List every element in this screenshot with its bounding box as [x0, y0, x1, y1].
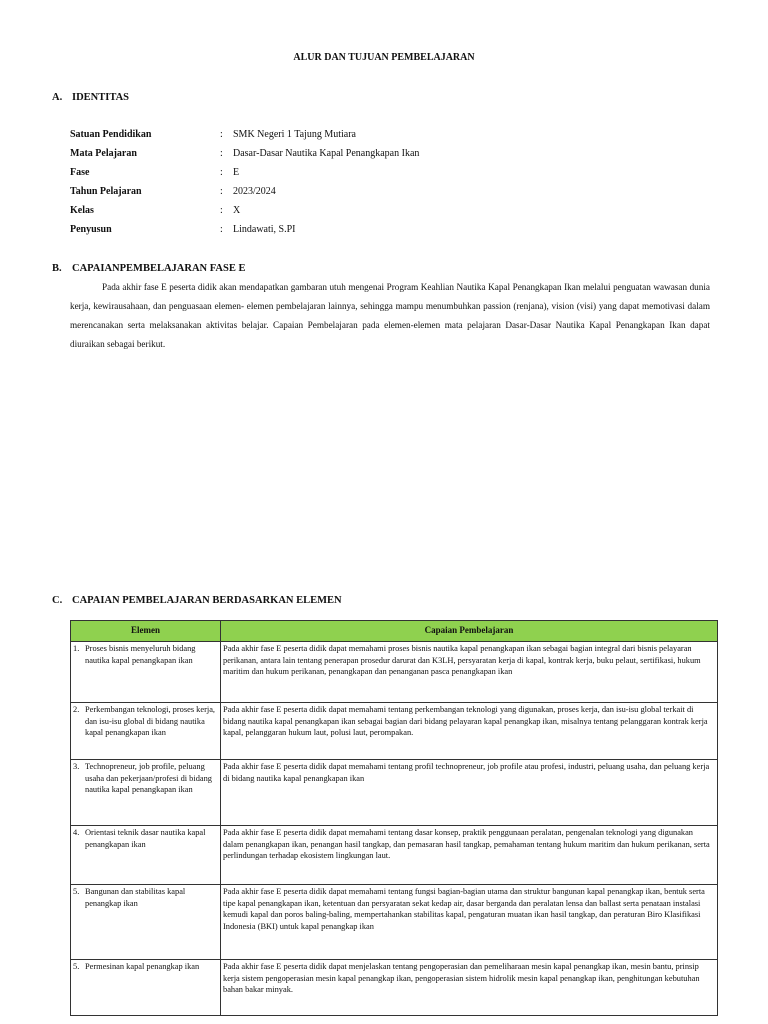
identity-label: Tahun Pelajaran	[70, 186, 142, 197]
identity-label: Penyusun	[70, 224, 112, 235]
row-number: 4.	[73, 828, 80, 837]
identity-colon: :	[220, 205, 223, 216]
elemen-cell	[71, 960, 221, 1016]
identity-value: Lindawati, S.PI	[233, 224, 296, 235]
document-title: ALUR DAN TUJUAN PEMBELAJARAN	[293, 52, 475, 63]
elemen-text: Proses bisnis menyeluruh bidang nautika kapal penangkapan ikan	[85, 644, 196, 665]
elemen-text: Perkembangan teknologi, proses kerja, dan isu-isu global di bidang nautika kapal penangkapan ikan	[85, 705, 216, 737]
table-row	[71, 703, 718, 760]
table-row	[71, 960, 718, 1016]
elemen-cell	[71, 885, 221, 960]
elemen-cell	[71, 760, 221, 826]
section-b-title: CAPAIANPEMBELAJARAN FASE E	[72, 263, 246, 274]
section-a-letter: A.	[52, 92, 63, 103]
identity-value: Dasar-Dasar Nautika Kapal Penangkapan Ikan	[233, 148, 420, 159]
section-b-letter: B.	[52, 263, 62, 274]
identity-value: SMK Negeri 1 Tajung Mutiara	[233, 129, 356, 140]
row-number: 2.	[73, 705, 80, 714]
identity-label: Fase	[70, 167, 90, 178]
identity-colon: :	[220, 186, 223, 197]
capaian-cell: Pada akhir fase E peserta didik dapat memahami tentang perkembangan teknologi yang digunakan, proses kerja, dan isu-isu global terkait di bidang nautika kapal penangkapan ikan sebagai bagian dari bidang pelayaran kapal penangkap ikan, misalnya tentang pelanggaran kontrak kerja kapal, pelanggaran hukum laut, polusi laut, perompakan.	[221, 703, 718, 760]
table-header-row	[71, 621, 718, 642]
capaian-cell: Pada akhir fase E peserta didik dapat memahami tentang dasar konsep, praktik penggunaan peralatan, pengenalan teknologi yang digunakan dalam penangkapan ikan, penangan hasil tangkap, dan pemasaran hasil tangkap, pemahaman tentang hukum maritim dan hukum perikanan, serta perlindungan terhadap ekosistem lingkungan laut.	[221, 826, 718, 885]
elemen-text: Permesinan kapal penangkap ikan	[85, 962, 200, 971]
section-b-heading	[52, 263, 245, 274]
row-number: 5.	[73, 887, 80, 896]
table-row	[71, 826, 718, 885]
identity-colon: :	[220, 167, 223, 178]
identity-row-subject	[70, 148, 690, 162]
section-a-title: IDENTITAS	[72, 92, 129, 103]
elemen-text: Technopreneur, job profile, peluang usaha dan pekerjaan/profesi di bidang nautika kapal penangkapan ikan	[85, 762, 212, 794]
identity-label: Kelas	[70, 205, 94, 216]
section-c-title: CAPAIAN PEMBELAJARAN BERDASARKAN ELEMEN	[72, 595, 342, 606]
learning-outcome-paragraph: Pada akhir fase E peserta didik akan mendapatkan gambaran utuh mengenai Program Keahlian Nautika Kapal Penangkapan Ikan melalui penguatan wawasan dunia kerja, kewirausahaan, dan penguasaan elemen- elemen pembelajaran lainnya, sehingga mampu menumbuhkan passion (renjana), vision (visi) yang dapat memotivasi dalam merencanakan serta melaksanakan aktivitas belajar. Capaian Pembelajaran pada elemen-elemen mata pelajaran Dasar-Dasar Nautika Kapal Penangkapan Ikan dapat diuraikan sebagai berikut.	[70, 282, 710, 349]
identity-value: X	[233, 205, 241, 216]
identity-row-phase	[70, 167, 690, 181]
table-row	[71, 760, 718, 826]
learning-outcome-table	[70, 620, 718, 1016]
identity-row-school	[70, 129, 690, 143]
section-a-heading	[52, 92, 129, 103]
identity-row-class	[70, 205, 690, 219]
identity-label: Satuan Pendidikan	[70, 129, 152, 140]
elemen-text: Orientasi teknik dasar nautika kapal penangkapan ikan	[85, 828, 206, 849]
capaian-cell: Pada akhir fase E peserta didik dapat menjelaskan tentang pengoperasian dan pemeliharaan mesin kapal penangkap ikan, mesin bantu, prinsip kerja sistem pengoperasian mesin kapal penangkap ikan, pengoperasian sistem hidrolik mesin kapal penangkap ikan, penghitungan kebutuhan bahan bakar minyak.	[221, 960, 718, 1016]
identity-colon: :	[220, 129, 223, 140]
capaian-cell: Pada akhir fase E peserta didik dapat memahami proses bisnis nautika kapal penangkapan ikan sebagai bagian integral dari bisnis pelayaran perikanan, antara lain tentang penerapan prosedur darurat dan K3LH, persyaratan kerja di kapal, kontrak kerja, buku pelaut, sertifikasi, hukum maritim dan hukum perikanan, penangkapan dan penanganan pasca penangkapan ikan	[221, 642, 718, 703]
identity-row-author	[70, 224, 690, 238]
elemen-cell	[71, 826, 221, 885]
row-number: 5.	[73, 962, 80, 971]
table-row	[71, 885, 718, 960]
elemen-cell	[71, 642, 221, 703]
row-number: 3.	[73, 762, 80, 771]
row-number: 1.	[73, 644, 80, 653]
section-c-letter: C.	[52, 595, 63, 606]
elemen-cell	[71, 703, 221, 760]
elemen-text: Bangunan dan stabilitas kapal penangkap ikan	[85, 887, 186, 908]
identity-colon: :	[220, 224, 223, 235]
identity-label: Mata Pelajaran	[70, 148, 137, 159]
column-header-elemen: Elemen	[71, 621, 221, 642]
section-c-heading	[52, 595, 342, 606]
identity-value: 2023/2024	[233, 186, 276, 197]
column-header-capaian: Capaian Pembelajaran	[221, 621, 718, 642]
identity-colon: :	[220, 148, 223, 159]
identity-row-year	[70, 186, 690, 200]
table-row	[71, 642, 718, 703]
capaian-cell: Pada akhir fase E peserta didik dapat memahami tentang profil technopreneur, job profile atau profesi, industri, peluang usaha, dan peluang kerja di bidang nautika kapal penangkapan ikan	[221, 760, 718, 826]
identity-value: E	[233, 167, 240, 178]
capaian-cell: Pada akhir fase E peserta didik dapat memahami tentang fungsi bagian-bagian utama dan struktur bangunan kapal penangkap ikan, bentuk serta tipe kapal penangkapan ikan, ketentuan dan persyaratan sekat kedap air, dasar berganda dan peralatan lensa dan ballast serta penataan instalasi kemudi kapal dan poros baling-baling, mempertahankan stabilitas kapal, pengaturan muatan ikan hasil tangkap, dan peraturan Biro Klasifikasi Indonesia (BKI) untuk kapal penangkap ikan	[221, 885, 718, 960]
